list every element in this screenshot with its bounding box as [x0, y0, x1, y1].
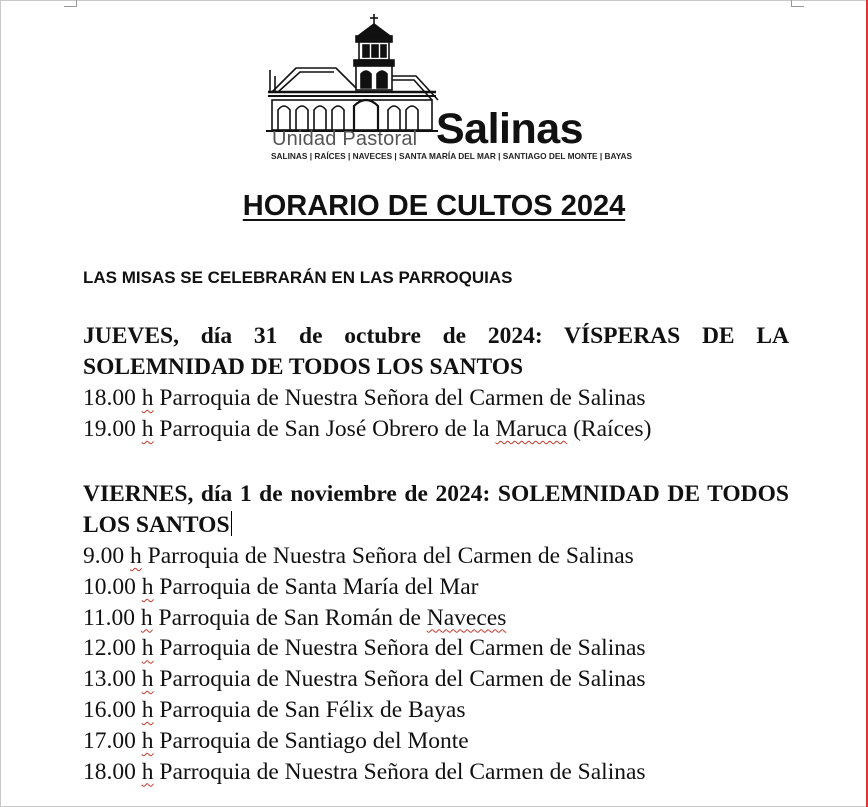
mass-item: 12.00 h Parroquia de Nuestra Señora del Carmen de Salinas — [83, 635, 646, 662]
mass-list — [83, 541, 789, 787]
masses-notice: LAS MISAS SE CELEBRARÁN EN LAS PARROQUIAS — [83, 268, 513, 287]
mass-list — [83, 383, 789, 445]
mass-item: 18.00 h Parroquia de Nuestra Señora del Carmen de Salinas — [83, 385, 646, 411]
unidad-pastoral-logo — [266, 10, 633, 165]
mass-item: 19.00 h Parroquia de San José Obrero de la Maruca (Raíces) — [83, 415, 652, 442]
mass-item: 16.00 h Parroquia de San Félix de Bayas — [83, 696, 466, 723]
mass-item: 9.00 h Parroquia de Nuestra Señora del Carmen de Salinas — [83, 543, 634, 569]
text-cursor — [231, 511, 232, 536]
friday-section — [83, 479, 789, 787]
thursday-section — [83, 321, 789, 445]
mass-item: 18.00 h Parroquia de Nuestra Señora del Carmen de Salinas — [83, 758, 646, 785]
page-title: HORARIO DE CULTOS 2024 — [242, 190, 626, 222]
logo-salinas-text: Salinas — [436, 105, 584, 153]
page-corner-mark — [64, 0, 77, 7]
logo-parish-list: SALINAS | RAÍCES | NAVECES | SANTA MARÍA DEL MAR | SANTIAGO DEL MONTE | BAYAS — [271, 151, 633, 161]
mass-item: 11.00 h Parroquia de San Román de Naveces — [83, 604, 507, 631]
mass-item: 17.00 h Parroquia de Santiago del Monte — [83, 727, 469, 754]
mass-item: 13.00 h Parroquia de Nuestra Señora del Carmen de Salinas — [83, 666, 646, 693]
logo-unidad-pastoral-text: Unidad Pastoral — [272, 128, 418, 150]
page-corner-mark — [791, 0, 804, 7]
section-heading: VIERNES, día 1 de noviembre de 2024: SOLEMNIDAD DE TODOS LOS SANTOS — [83, 481, 789, 538]
mass-item: 10.00 h Parroquia de Santa María del Mar — [83, 573, 479, 600]
section-heading: JUEVES, día 31 de octubre de 2024: VÍSPERAS DE LA SOLEMNIDAD DE TODOS LOS SANTOS — [83, 323, 789, 380]
